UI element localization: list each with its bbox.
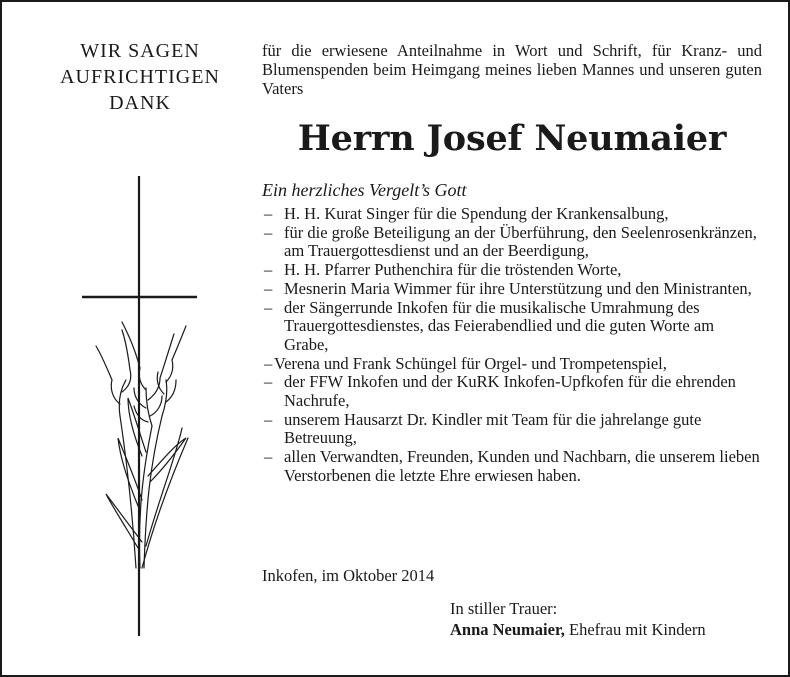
list-item-text: Verena und Frank Schüngel für Orgel- und Trompetenspiel, [274, 353, 667, 373]
list-item-text: der Sängerrunde Inkofen für die musikalische Umrahmung des Trauergottesdienstes, das Feierabendlied und die guten Worte am Grabe, [284, 297, 715, 354]
thanks-list [262, 205, 762, 486]
list-item [262, 448, 762, 485]
dash: – [264, 353, 273, 373]
dash: – [264, 447, 273, 467]
list-item [262, 280, 762, 299]
mourning-signature [450, 620, 706, 640]
list-item [262, 205, 762, 224]
mourner-relation: Ehefrau mit Kindern [569, 620, 706, 639]
thanks-line-1: WIR SAGEN [80, 40, 200, 62]
dash: – [264, 372, 273, 392]
mourner-name: Anna Neumaier, [450, 620, 565, 639]
dash: – [264, 409, 273, 429]
dash: – [264, 222, 273, 242]
place-date: Inkofen, im Oktober 2014 [262, 566, 435, 585]
thanks-heading [40, 38, 240, 116]
dash: – [264, 260, 273, 280]
subheading: Ein herzliches Vergelt’s Gott [262, 180, 467, 200]
list-item-text: unserem Hausarzt Dr. Kindler mit Team für die jahrelange gute Betreuung, [284, 409, 702, 448]
list-item [262, 411, 762, 448]
dash: – [264, 297, 273, 317]
thanks-line-3: DANK [109, 92, 171, 114]
list-item-text: für die große Beteiligung an der Überführung, den Seelenrosenkränzen, am Trauergottesdienst und an der Beerdigung, [284, 222, 757, 261]
list-item [262, 355, 762, 374]
list-item [262, 224, 762, 261]
mourning-label: In stiller Trauer: [450, 599, 558, 618]
list-item-text: H. H. Pfarrer Puthenchira für die tröstenden Worte, [284, 260, 622, 280]
dash: – [264, 204, 273, 223]
list-item-text: H. H. Kurat Singer für die Spendung der Krankensalbung, [284, 204, 669, 223]
list-item [262, 261, 762, 280]
list-item-text: allen Verwandten, Freunden, Kunden und Nachbarn, die unserem lieben Verstorbenen die letzte Ehre erwiesen haben. [284, 447, 760, 485]
list-item [262, 373, 762, 410]
thanks-line-2: AUFRICHTIGEN [60, 66, 220, 88]
intro-text: für die erwiesene Anteilnahme in Wort und Schrift, für Kranz- und Blumenspenden beim Heimgang meines lieben Mannes und unseren guten Vaters [262, 41, 762, 98]
cross-with-wheat-icon [76, 176, 206, 638]
deceased-name: Herrn Josef Neumaier [297, 118, 727, 159]
list-item [262, 299, 762, 355]
list-item-text: der FFW Inkofen und der KuRK Inkofen-Upfkofen für die ehrenden Nachrufe, [284, 372, 736, 411]
dash: – [264, 278, 273, 298]
list-item-text: Mesnerin Maria Wimmer für ihre Unterstützung und den Ministranten, [284, 278, 752, 298]
